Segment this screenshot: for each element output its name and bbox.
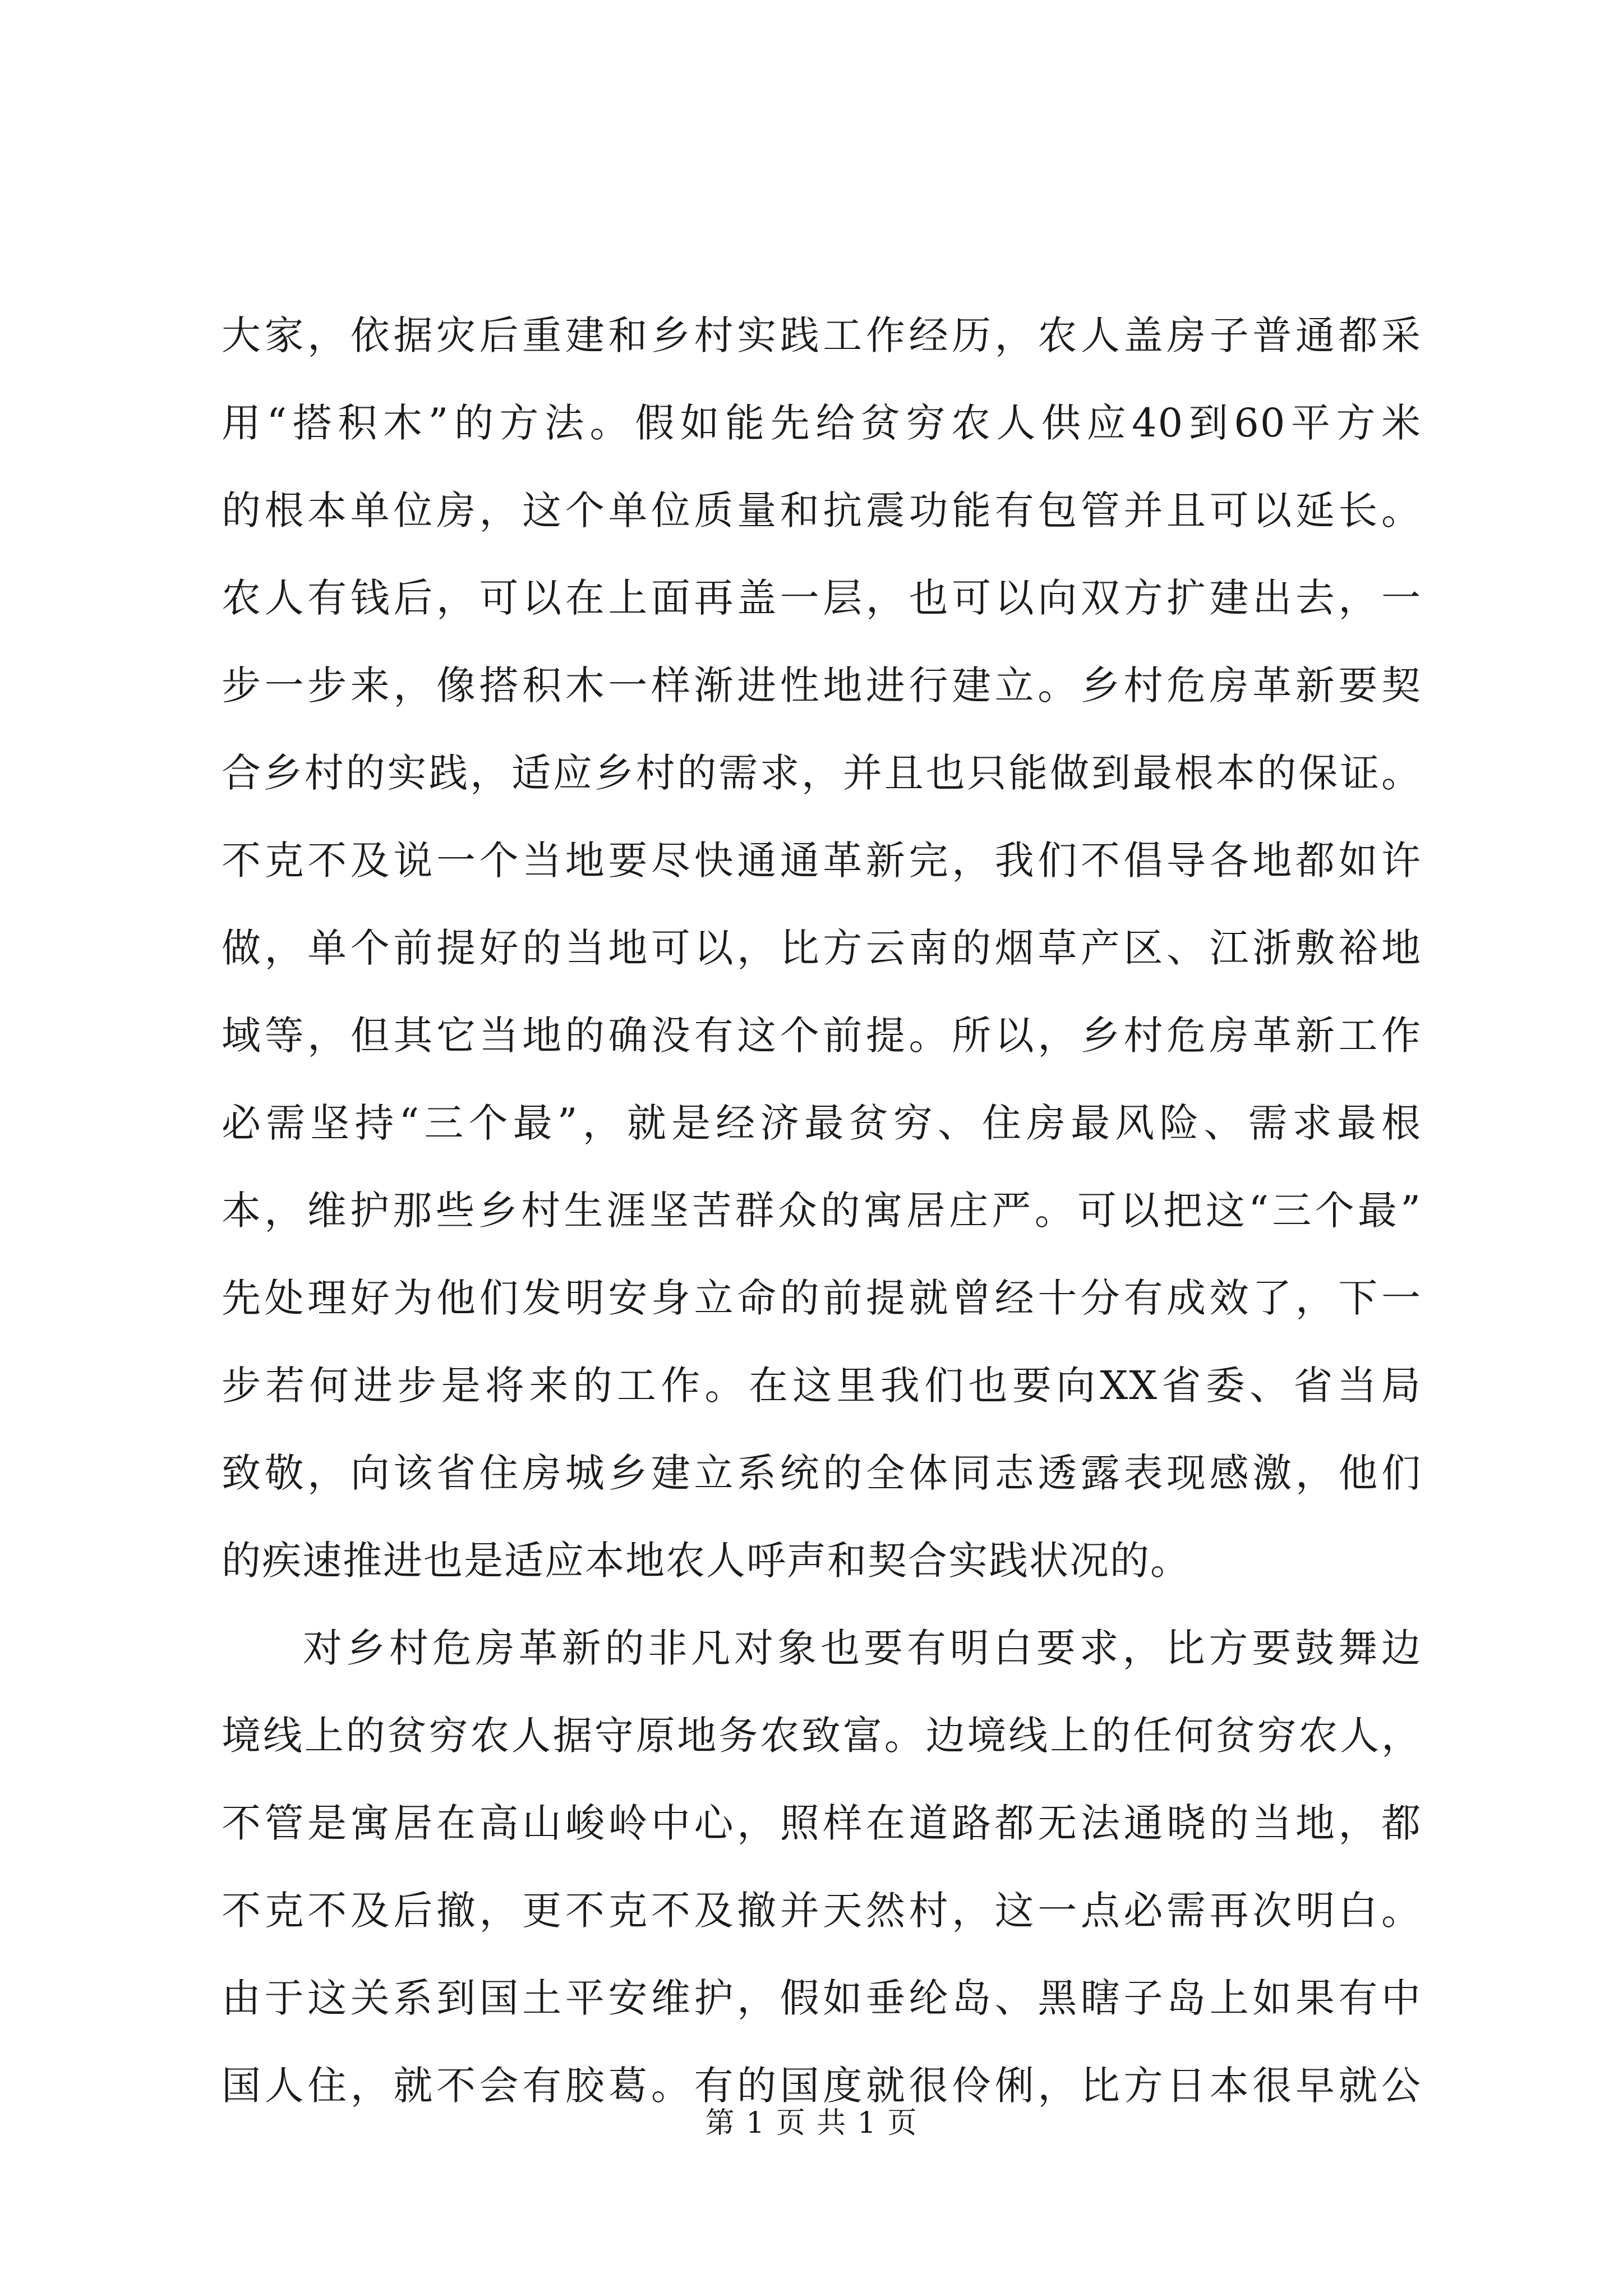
- text-line: 先处理好为他们发明安身立命的前提就曾经十分有成效了，下一: [222, 1275, 1422, 1321]
- text-line: 做，单个前提好的当地可以，比方云南的烟草产区、江浙敷裕地: [222, 925, 1422, 971]
- text-line: 境线上的贫穷农人据守原地务农致富。边境线上的任何贫穷农人，: [222, 1713, 1422, 1759]
- text-line: 不克不及说一个当地要尽快通通革新完，我们不倡导各地都如许: [222, 838, 1422, 884]
- text-line: 不管是寓居在高山峻岭中心，照样在道路都无法通晓的当地，都: [222, 1800, 1422, 1846]
- text-line: 不克不及后撤，更不克不及撤并天然村，这一点必需再次明白。: [222, 1888, 1422, 1934]
- text-line: 域等，但其它当地的确没有这个前提。所以，乡村危房革新工作: [222, 1013, 1422, 1059]
- text-line: 的疾速推进也是适应本地农人呼声和契合实践状况的。: [222, 1538, 1191, 1584]
- text-line: 用“搭积木”的方法。假如能先给贫穷农人供应40到60平方米: [222, 400, 1422, 446]
- text-line: 步一步来，像搭积木一样渐进性地进行建立。乡村危房革新要契: [222, 662, 1422, 708]
- text-line: 步若何进步是将来的工作。在这里我们也要向XX省委、省当局: [222, 1363, 1422, 1409]
- text-line: 的根本单位房，这个单位质量和抗震功能有包管并且可以延长。: [222, 487, 1422, 533]
- text-line: 必需坚持“三个最”，就是经济最贫穷、住房最风险、需求最根: [222, 1100, 1422, 1146]
- text-line: 致敬，向该省住房城乡建立系统的全体同志透露表现感激，他们: [222, 1450, 1422, 1496]
- page-number-footer: 第 1 页 共 1 页: [705, 2106, 918, 2140]
- text-line: 合乡村的实践，适应乡村的需求，并且也只能做到最根本的保证。: [222, 750, 1422, 796]
- text-line: 国人住，就不会有胶葛。有的国度就很伶俐，比方日本很早就公: [222, 2063, 1422, 2109]
- text-line: 本，维护那些乡村生涯坚苦群众的寓居庄严。可以把这“三个最”: [222, 1188, 1422, 1234]
- text-line: 大家，依据灾后重建和乡村实践工作经历，农人盖房子普通都采: [222, 312, 1422, 358]
- body-text: [222, 292, 1422, 2129]
- text-line: 由于这关系到国土平安维护，假如垂纶岛、黑瞎子岛上如果有中: [222, 1975, 1422, 2021]
- text-line: 对乡村危房革新的非凡对象也要有明白要求，比方要鼓舞边: [303, 1625, 1422, 1671]
- text-line: 农人有钱后，可以在上面再盖一层，也可以向双方扩建出去，一: [222, 575, 1422, 621]
